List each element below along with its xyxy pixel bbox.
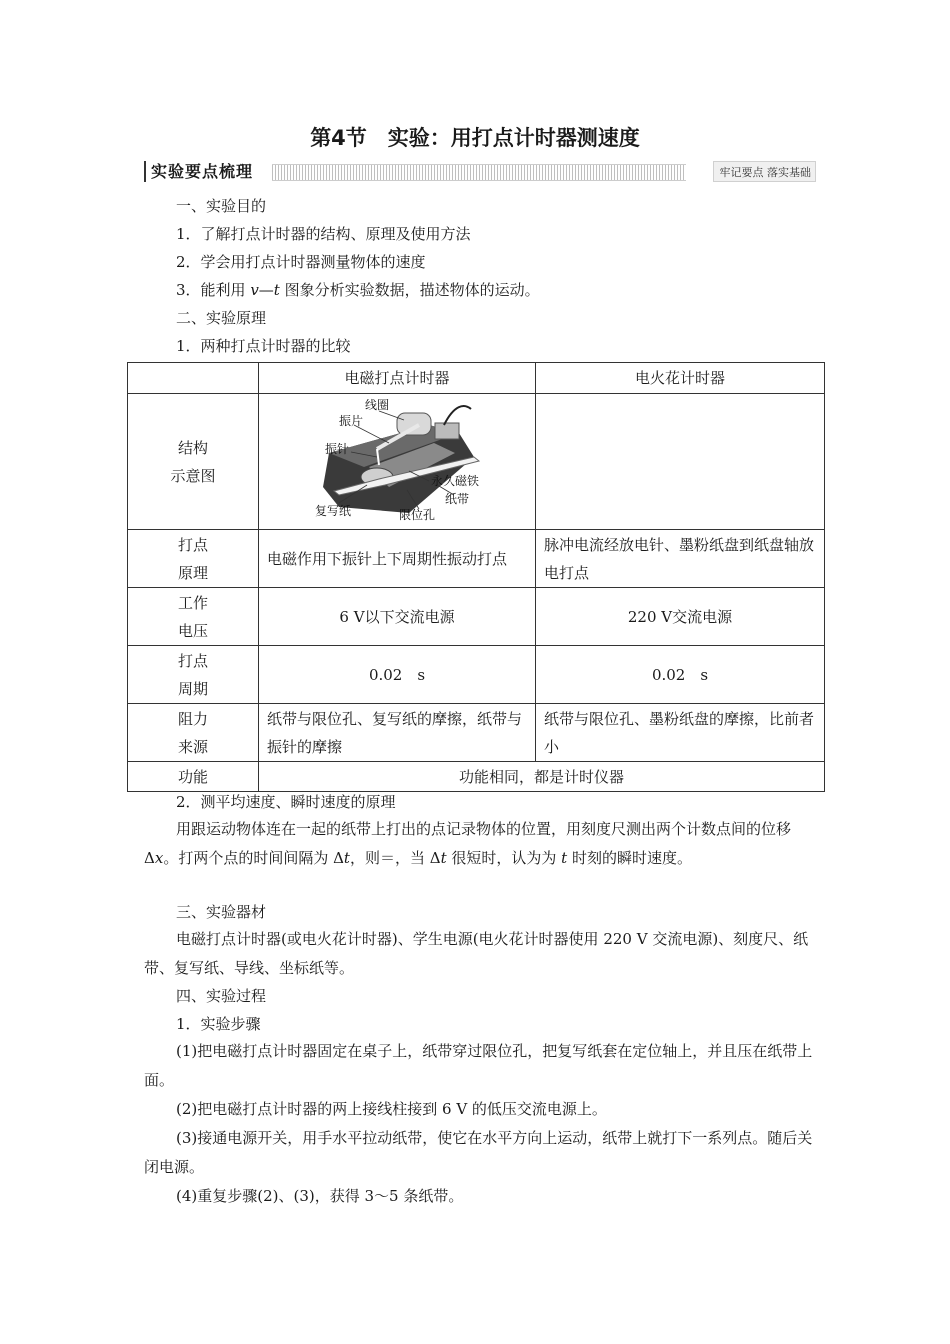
page-title: 第4节 实验：用打点计时器测速度 [310,126,640,150]
banner-label: 实验要点梳理 [144,161,259,182]
banner-rule [272,164,686,181]
spark-timer-figure-cell [536,394,825,530]
table-row-function [128,762,825,792]
cell-em-period: 0.02 s [259,646,536,704]
steps-heading: 1．实验步骤 [176,1015,261,1033]
row-label: 结构 示意图 [128,394,259,530]
cell-em-voltage: 6 V以下交流电源 [259,588,536,646]
table-row-principle [128,530,825,588]
equip-heading: 三、实验器材 [176,903,267,921]
row-label: 功能 [128,762,259,792]
section-banner [144,161,816,182]
comparison-table [127,362,825,792]
avg-heading: 2．测平均速度、瞬时速度的原理 [176,793,396,811]
principle-heading: 二、实验原理 [176,309,267,327]
purpose-item-1: 1．了解打点计时器的结构、原理及使用方法 [176,225,471,243]
banner-tagline: 牢记要点 落实基础 [713,161,817,182]
table-header-empty [128,363,259,394]
table-header-row [128,363,825,394]
table-row-resistance [128,704,825,762]
label-hole: 限位孔 [399,507,436,522]
purpose-heading: 一、实验目的 [176,197,267,215]
coil-shape [397,413,431,435]
label-tape: 纸带 [445,491,470,506]
label-coil: 线圈 [365,397,390,412]
step-3: (3)接通电源开关，用手水平拉动纸带，使它在水平方向上运动，纸带上就打下一系列点。随后关闭电源。 [144,1129,813,1176]
row-label: 阻力 来源 [128,704,259,762]
cell-spark-resistance: 纸带与限位孔、墨粉纸盘的摩擦，比前者小 [536,704,825,762]
cell-em-resistance: 纸带与限位孔、复写纸的摩擦，纸带与振针的摩擦 [259,704,536,762]
table-header-spark: 电火花计时器 [536,363,825,394]
table-row-structure [128,394,825,530]
label-needle: 振针 [325,441,350,456]
cell-function: 功能相同，都是计时仪器 [259,762,825,792]
step-2: (2)把电磁打点计时器的两上接线柱接到 6 V 的低压交流电源上。 [176,1100,607,1118]
label-vibrator: 振片 [339,413,364,428]
wire-shape [444,406,471,425]
table-row-voltage [128,588,825,646]
row-label: 工作 电压 [128,588,259,646]
avg-paragraph: 用跟运动物体连在一起的纸带上打出的点记录物体的位置，用刻度尺测出两个计数点间的位移 Δx。打两个点的时间间隔为 Δt，则＝，当 Δt 很短时，认为为 t 时刻的瞬时速度。 [144,820,792,867]
table-row-period [128,646,825,704]
label-carbon: 复写纸 [315,503,352,518]
purpose-item-3: 3．能利用 v—t 图象分析实验数据，描述物体的运动。 [176,281,540,299]
row-label: 打点 周期 [128,646,259,704]
magnet-shape [435,423,459,439]
cell-em-principle: 电磁作用下振针上下周期性振动打点 [259,530,536,588]
cell-spark-voltage: 220 V交流电源 [536,588,825,646]
step-4: (4)重复步骤(2)、(3)，获得 3～5 条纸带。 [176,1187,464,1205]
process-heading: 四、实验过程 [176,987,267,1005]
cell-spark-period: 0.02 s [536,646,825,704]
purpose-item-2: 2．学会用打点计时器测量物体的速度 [176,253,426,271]
label-magnet: 永久磁铁 [431,473,480,488]
em-timer-figure [259,395,534,529]
em-timer-figure-cell [259,394,536,530]
row-label: 打点 原理 [128,530,259,588]
compare-heading: 1．两种打点计时器的比较 [176,337,351,355]
table-header-em: 电磁打点计时器 [259,363,536,394]
cell-spark-principle: 脉冲电流经放电针、墨粉纸盘到纸盘轴放电打点 [536,530,825,588]
step-1: (1)把电磁打点计时器固定在桌子上，纸带穿过限位孔，把复写纸套在定位轴上，并且压在纸带上面。 [144,1042,813,1089]
equip-paragraph: 电磁打点计时器(或电火花计时器)、学生电源(电火花计时器使用 220 V 交流电源)、刻度尺、纸带、复写纸、导线、坐标纸等。 [144,930,809,977]
